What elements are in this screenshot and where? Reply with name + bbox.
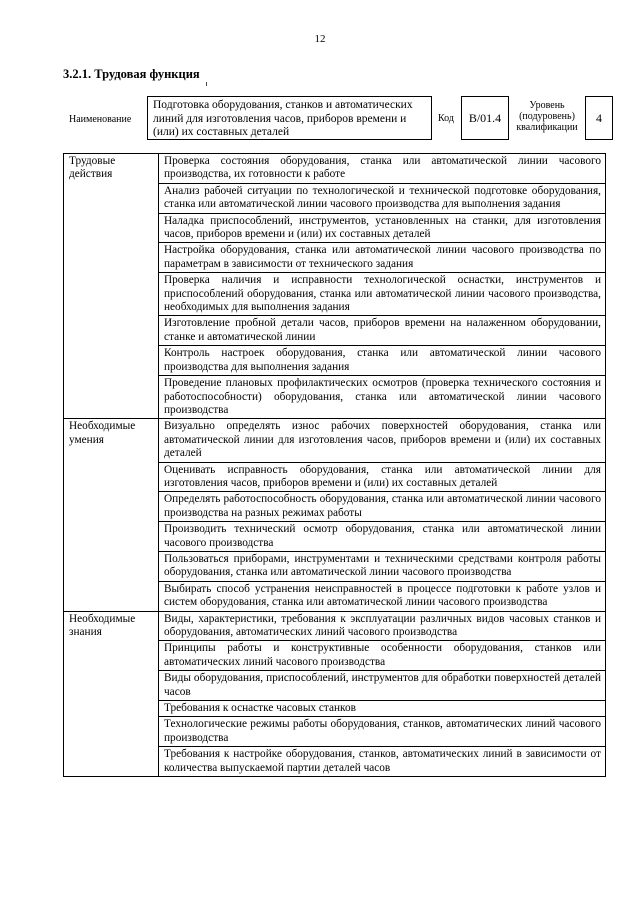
category-cell: Необходимые знания: [64, 611, 159, 776]
level-label-line-1: Уровень: [529, 100, 565, 111]
item-cell: Контроль настроек оборудования, станка или автоматической линии часового производства для выполнения задания: [159, 346, 606, 376]
level-value-box: 4: [585, 96, 613, 140]
scan-mark: [206, 82, 207, 86]
item-cell: Виды оборудования, приспособлений, инструментов для обработки поверхностей деталей часов: [159, 671, 606, 701]
item-cell: Оценивать исправность оборудования, станка или автоматической линии для изготовления часов, приборов времени и (или) их составных деталей: [159, 462, 606, 492]
item-cell: Наладка приспособлений, инструментов, установленных на станки, для изготовления часов, приборов времени и (или) их составных деталей: [159, 213, 606, 243]
page-number: 12: [314, 33, 326, 45]
item-cell: Проведение плановых профилактических осмотров (проверка технического состояния и работоспособности) оборудования, станка или автоматической линии часового производства: [159, 376, 606, 419]
item-cell: Выбирать способ устранения неисправностей в процессе подготовки к работе узлов и систем оборудования, станка или автоматической линии часового производства: [159, 581, 606, 611]
item-cell: Требования к оснастке часовых станков: [159, 701, 606, 717]
code-value-box: B/01.4: [461, 96, 509, 140]
item-cell: Принципы работы и конструктивные особенности оборудования, станков или автоматических линий часового производства: [159, 641, 606, 671]
item-cell: Виды, характеристики, требования к эксплуатации различных видов часовых станков и оборудования, автоматических линий часового производства: [159, 611, 606, 641]
category-cell: Трудовые действия: [64, 154, 159, 419]
category-cell: Необходимые умения: [64, 419, 159, 611]
level-label: [512, 100, 582, 133]
item-cell: Технологические режимы работы оборудования, станков, автоматических линий часового производства: [159, 717, 606, 747]
item-cell: Определять работоспособность оборудования, станка или автоматической линии часового производства на разных режимах работы: [159, 492, 606, 522]
level-label-line-2: (подуровень): [519, 111, 575, 122]
function-name-box: Подготовка оборудования, станков и автоматических линий для изготовления часов, приборов времени и (или) их составных деталей: [147, 96, 432, 140]
item-cell: Проверка наличия и исправности технологической оснастки, инструментов и приспособлений оборудования, станка или автоматической линии часового производства, необходимых для выполнения задания: [159, 273, 606, 316]
function-details-table: [63, 153, 606, 777]
level-label-line-3: квалификации: [516, 122, 578, 133]
item-cell: Проверка состояния оборудования, станка или автоматической линии часового производства, их готовности к работе: [159, 154, 606, 184]
item-cell: Требования к настройке оборудования, станков, автоматических линий в зависимости от количества выпускаемой партии деталей часов: [159, 747, 606, 777]
table-row: [64, 611, 606, 641]
item-cell: Анализ рабочей ситуации по технологической и технической подготовке оборудования, станка или автоматической линии часового производства для выполнения задания: [159, 183, 606, 213]
table-row: [64, 154, 606, 184]
name-label: Наименование: [69, 114, 132, 125]
section-title: 3.2.1. Трудовая функция: [63, 67, 200, 81]
code-label: Код: [438, 113, 454, 124]
item-cell: Изготовление пробной детали часов, приборов времени на налаженном оборудовании, станке и автоматической линии: [159, 316, 606, 346]
item-cell: Настройка оборудования, станка или автоматической линии часового производства по параметрам в зависимости от технического задания: [159, 243, 606, 273]
item-cell: Производить технический осмотр оборудования, станка или автоматической линии часового производства: [159, 522, 606, 552]
item-cell: Пользоваться приборами, инструментами и техническими средствами контроля работы оборудования, станка или автоматической линии часового производства: [159, 551, 606, 581]
item-cell: Визуально определять износ рабочих поверхностей оборудования, станка или автоматической линии для изготовления часов, приборов времени и (или) их составных деталей: [159, 419, 606, 462]
table-row: [64, 419, 606, 462]
